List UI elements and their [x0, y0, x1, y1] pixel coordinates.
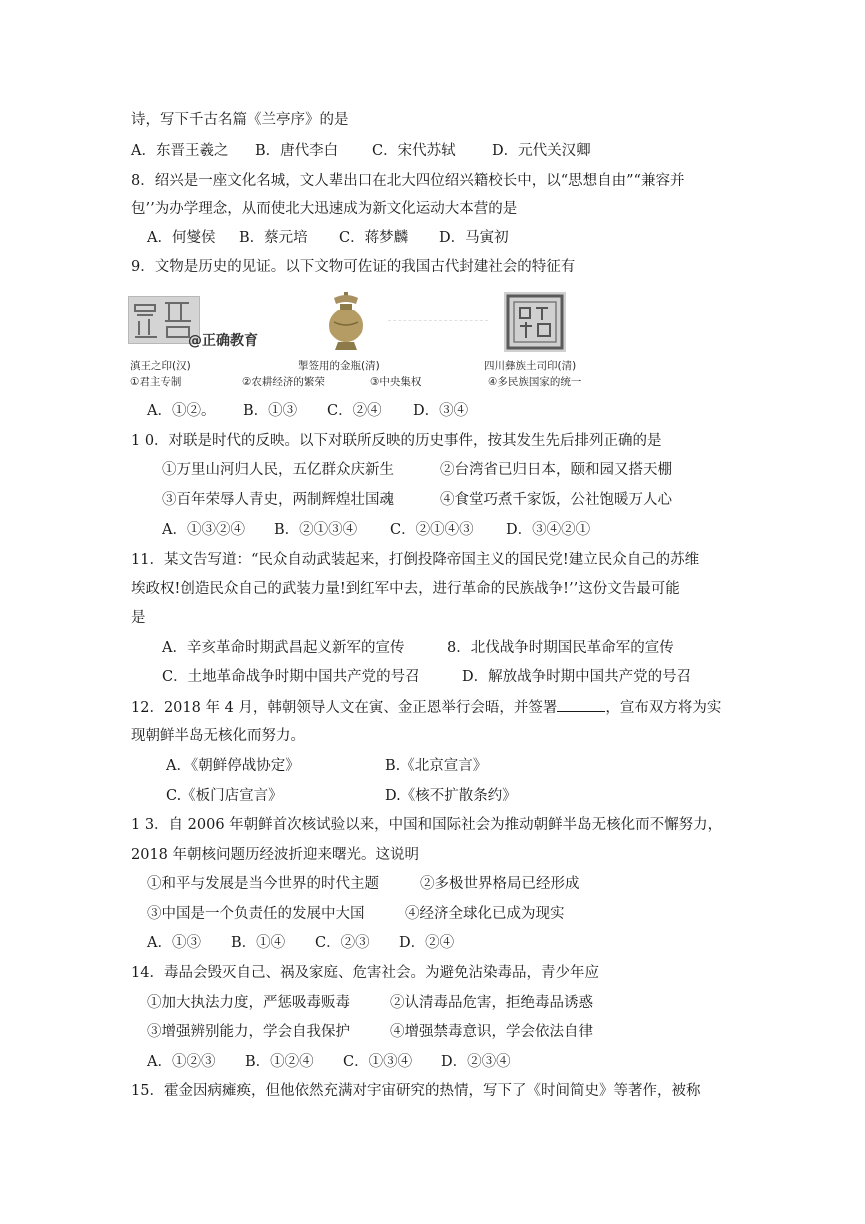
q14-statement-4: ④增强禁毒意识，学会依法自律: [390, 1024, 593, 1040]
q11-option-d: D．解放战争时期中国共产党的号召: [462, 669, 692, 685]
q14-stem: 14．毒品会毁灭自己、祸及家庭、危害社会。为避免沾染毒品，青少年应: [131, 965, 599, 981]
q12-stem-after-blank: ，宣布双方将为实: [605, 700, 722, 716]
q9-stem: 9．文物是历史的见证。以下文物可佐证的我国古代封建社会的特征有: [131, 259, 576, 275]
q9-option-b: B．①③: [243, 403, 298, 419]
feature-2: ②农耕经济的繁荣: [242, 376, 325, 388]
q12-option-b: B.《北京宣言》: [385, 758, 488, 774]
q13-options: [147, 933, 454, 953]
q11-stem-end: 是: [131, 610, 146, 626]
q14-options: [147, 1052, 511, 1072]
q13-statement-4: ④经济全球化已成为现实: [405, 906, 565, 922]
q10-couplet-4: ④食堂巧煮千家饭，公社饱暖万人心: [440, 492, 672, 508]
caption-yi-seal: 四川彝族土司印(清): [484, 360, 577, 372]
q12-option-c: C.《板门店宣言》: [166, 788, 283, 804]
q10-option-b: B．②①③④: [274, 522, 358, 538]
q15-stem: 15．霍金因病瘫痪，但他依然充满对宇宙研究的热情，写下了《时间简史》等著作，被称: [131, 1083, 701, 1099]
q12-option-d: D.《核不扩散条约》: [385, 788, 517, 804]
q11-option-c: C．土地革命战争时期中国共产党的号召: [162, 669, 420, 685]
q12-stem: [131, 697, 721, 718]
q7-option-a: A．东晋王羲之: [131, 143, 229, 159]
artifact-figure: [128, 290, 608, 390]
q7-options: [131, 141, 591, 161]
q13-option-c: C．②③: [315, 935, 370, 951]
q10-options: [162, 520, 590, 540]
q14-statement-3: ③增强辨别能力，学会自我保护: [147, 1024, 350, 1040]
q13-option-d: D．②④: [399, 935, 455, 951]
q9-option-c: C．②④: [327, 403, 382, 419]
caption-dian-seal: 滇王之印(汉): [130, 360, 191, 372]
q13-option-b: B．①④: [231, 935, 286, 951]
feature-3: ③中央集权: [370, 376, 422, 388]
q12-answer-blank: [557, 697, 605, 712]
caption-golden-urn: 掣签用的金瓶(清): [298, 360, 380, 372]
q10-couplet-1: ①万里山河归人民，五亿群众庆新生: [162, 462, 394, 478]
q13-statement-1: ①和平与发展是当今世界的时代主题: [147, 876, 379, 892]
q8-option-b: B．蔡元培: [239, 230, 308, 246]
q7-stem-continued: 诗，写下千古名篇《兰亭序》的是: [131, 112, 349, 128]
q14-option-a: A．①②③: [147, 1054, 216, 1070]
q9-options: [147, 401, 468, 421]
q10-option-a: A．①③②④: [162, 522, 245, 538]
q13-option-a: A．①③: [147, 935, 201, 951]
figure-haze: [388, 320, 488, 322]
q10-couplet-3: ③百年荣辱人青史，两制辉煌壮国魂: [162, 492, 394, 508]
q11-stem: 11．某文告写道：“民众自动武装起来，打倒投降帝国主义的国民党!建立民众自己的苏维: [131, 552, 700, 568]
q8-option-c: C．蒋梦麟: [339, 230, 409, 246]
yi-chieftain-seal-image: [504, 292, 566, 352]
q10-option-c: C．②①④③: [390, 522, 474, 538]
q7-option-b: B．唐代李白: [255, 143, 339, 159]
q11-option-b: 8．北伐战争时期国民革命军的宣传: [447, 640, 674, 656]
feature-4: ④多民族国家的统一: [488, 376, 582, 388]
q14-option-d: D．②③④: [441, 1054, 511, 1070]
q8-stem-continued: 包’’为办学理念，从而使北大迅速成为新文化运动大本营的是: [131, 201, 518, 217]
q13-stem: 1 3．自 2006 年朝鲜首次核试验以来，中国和国际社会为推动朝鲜半岛无核化而不懈努力，: [131, 817, 723, 833]
q10-couplet-2: ②台湾省已归日本，颐和园又搭天棚: [440, 462, 672, 478]
golden-urn-image: [318, 290, 374, 352]
q11-stem-continued: 埃政权!创造民众自己的武装力量!到红军中去，进行革命的民族战争!’’这份文告最可能: [131, 581, 680, 597]
q8-options: [147, 228, 509, 248]
q14-statement-1: ①加大执法力度，严惩吸毒贩毒: [147, 995, 350, 1011]
q9-option-a: A．①②。: [147, 403, 216, 419]
q7-option-c: C．宋代苏轼: [372, 143, 456, 159]
q13-statement-3: ③中国是一个负责任的发展中大国: [147, 906, 365, 922]
q14-statement-2: ②认清毒品危害，拒绝毒品诱惑: [390, 995, 593, 1011]
q11-option-a: A．辛亥革命时期武昌起义新军的宣传: [162, 640, 405, 656]
q14-option-c: C．①③④: [343, 1054, 413, 1070]
q12-option-a: A．《朝鲜停战协定》: [166, 758, 300, 774]
q14-option-b: B．①②④: [245, 1054, 314, 1070]
q7-option-d: D．元代关汉卿: [492, 143, 591, 159]
q13-stem-continued: 2018 年朝核问题历经波折迎来曙光。这说明: [131, 847, 420, 863]
q9-option-d: D．③④: [413, 403, 469, 419]
q13-statement-2: ②多极世界格局已经形成: [420, 876, 580, 892]
q8-option-d: D．马寅初: [439, 230, 509, 246]
q12-stem-before-blank: 12．2018 年 4 月，韩朝领导人文在寅、金正恩举行会晤，并签署: [131, 700, 558, 716]
q8-option-a: A．何燮侯: [147, 230, 216, 246]
q8-stem: 8．绍兴是一座文化名城，文人辈出口在北大四位绍兴籍校长中，以“思想自由”“兼容并: [131, 173, 685, 189]
q10-option-d: D．③④②①: [506, 522, 591, 538]
feature-1: ①君主专制: [130, 376, 182, 388]
q12-stem-continued: 现朝鲜半岛无核化而努力。: [131, 728, 305, 744]
q10-stem: 1 0．对联是时代的反映。以下对联所反映的历史事件，按其发生先后排列正确的是: [131, 433, 662, 449]
watermark-text: @正确教育: [188, 333, 258, 349]
